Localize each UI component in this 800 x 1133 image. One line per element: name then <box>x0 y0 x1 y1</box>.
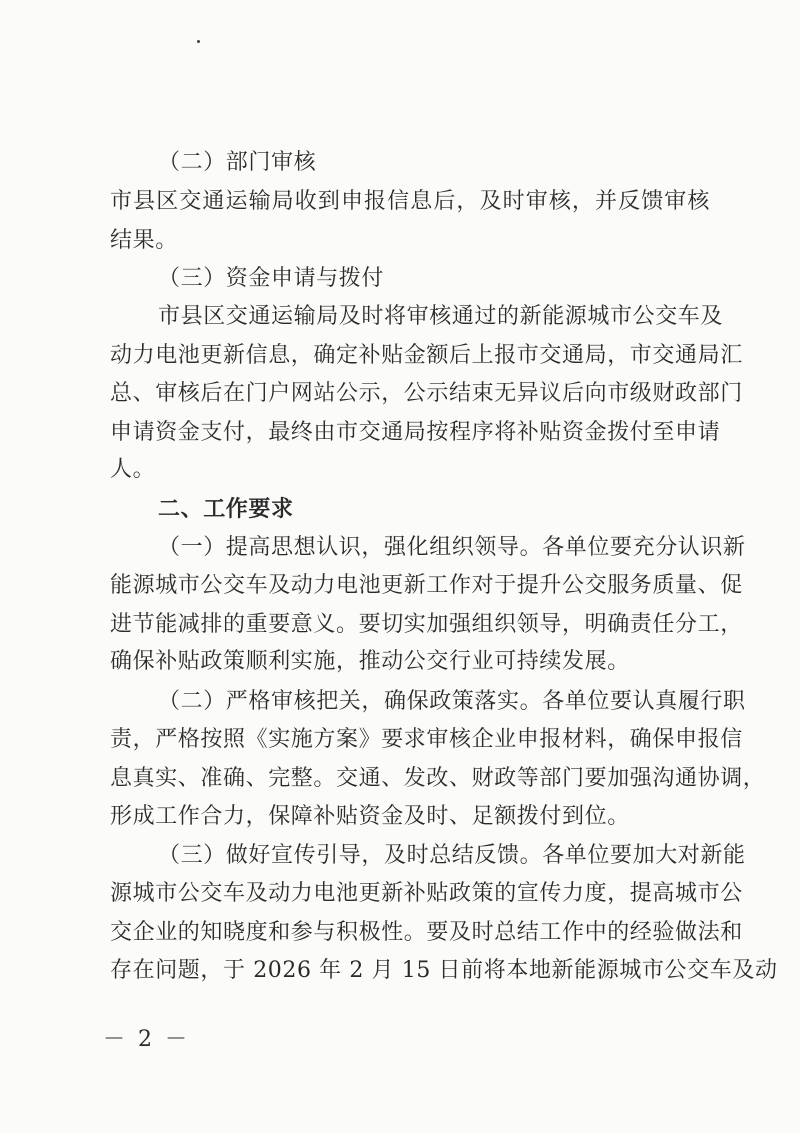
body-line: （二）严格审核把关，确保政策落实。各单位要认真履行职 <box>158 689 746 714</box>
body-line: 确保补贴政策顺利实施，推动公交行业可持续发展。 <box>110 649 630 674</box>
subheading-fund-application: （三）资金申请与拨付 <box>158 266 385 291</box>
body-line: 申请资金支付，最终由市交通局按程序将补贴资金拨付至申请 <box>110 420 721 445</box>
body-line: 动力电池更新信息，确定补贴金额后上报市交通局，市交通局汇 <box>110 343 743 368</box>
body-line: 存在问题，于 2026 年 2 月 15 日前将本地新能源城市公交车及动 <box>110 958 778 983</box>
body-line: 源城市公交车及动力电池更新补贴政策的宣传力度，提高城市公 <box>110 881 743 906</box>
scan-speck <box>197 40 200 43</box>
body-line: 息真实、准确、完整。交通、发改、财政等部门要加强沟通协调， <box>110 766 766 791</box>
body-line: 交企业的知晓度和参与积极性。要及时总结工作中的经验做法和 <box>110 920 743 945</box>
body-line: 进节能减排的重要意义。要切实加强组织领导，明确责任分工， <box>110 612 743 637</box>
body-line: 人。 <box>110 457 156 482</box>
body-line: 市县区交通运输局及时将审核通过的新能源城市公交车及 <box>158 304 724 329</box>
body-line: 总、审核后在门户网站公示，公示结束无异议后向市级财政部门 <box>110 381 743 406</box>
body-line: （三）做好宣传引导，及时总结反馈。各单位要加大对新能 <box>158 843 746 868</box>
body-line: 责，严格按照《实施方案》要求审核企业申报材料，确保申报信 <box>110 727 743 752</box>
body-line: 能源城市公交车及动力电池更新工作对于提升公交服务质量、促 <box>110 573 743 598</box>
body-line: （一）提高思想认识，强化组织领导。各单位要充分认识新 <box>158 535 746 560</box>
section-heading-work-requirements: 二、工作要求 <box>158 496 294 522</box>
body-line: 结果。 <box>110 228 178 253</box>
subheading-department-review: （二）部门审核 <box>158 150 317 175</box>
body-line: 市县区交通运输局收到申报信息后，及时审核，并反馈审核 <box>110 189 710 214</box>
page-number: － 2 － <box>103 1027 190 1052</box>
body-line: 形成工作合力，保障补贴资金及时、足额拨付到位。 <box>110 804 630 829</box>
